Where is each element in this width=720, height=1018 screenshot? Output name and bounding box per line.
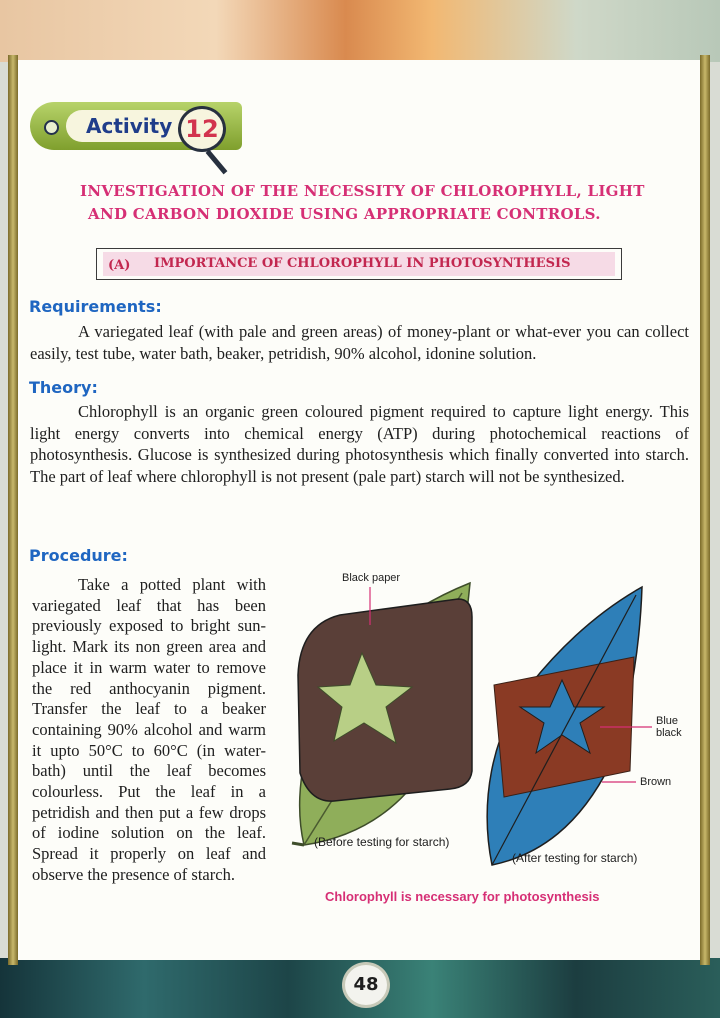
label-blue-black: Blue black (656, 715, 682, 739)
right-bamboo-border (700, 55, 710, 965)
left-bamboo-border (8, 55, 18, 965)
activity-dot-icon (44, 120, 59, 135)
subheading-letter: (A) (108, 258, 131, 273)
subheading-text: IMPORTANCE OF CHLOROPHYLL IN PHOTOSYNTHESIS (154, 256, 571, 271)
figure-caption: Chlorophyll is necessary for photosynthesis (325, 889, 600, 904)
requirements-heading: Requirements: (29, 297, 162, 316)
procedure-heading: Procedure: (29, 546, 128, 565)
theory-paragraph (30, 401, 689, 487)
page-number: 48 (342, 962, 390, 1008)
leaf-stalk-left (292, 843, 304, 845)
label-before-testing: (Before testing for starch) (314, 835, 450, 849)
activity-number: 12 (178, 106, 226, 152)
leaf-illustration (280, 565, 700, 920)
procedure-paragraph (32, 575, 266, 886)
theory-text: Chlorophyll is an organic green coloured pigment required to capture light energy. This light energy converts into chemical energy (ATP) during photochemical reactions of photosynthesis. Glucose is synthesized during photosynthesis which finally converted into starch. The part of leaf where chlorophyll is not present (pale part) starch will not be synthesized. (30, 402, 689, 486)
requirements-paragraph (30, 321, 689, 364)
title-line-2: AND CARBON DIOXIDE USING APPROPRIATE CONTROLS. (88, 205, 601, 223)
theory-heading: Theory: (29, 378, 98, 397)
activity-label: Activity (66, 110, 196, 142)
procedure-text: Take a potted plant with variegated leaf that has been previously exposed to bright sun-light. Mark its non green area and place it in warm water to remove the red anthocyanin pigment. Transfer the leaf to a beaker containing 90% alcohol and warm it upto 50°C to 60°C (in water-bath) until the leaf becomes colourless. Put the leaf in a petridish and then put a few drops of iodine solution on the leaf. Spread it properly on leaf and observe the presence of starch. (32, 575, 266, 884)
label-black-paper: Black paper (342, 572, 401, 584)
top-decorative-band (0, 0, 720, 62)
requirements-text: A variegated leaf (with pale and green areas) of money-plant or what-ever you can collect easily, test tube, water bath, beaker, petridish, 90% alcohol, idonine solution. (30, 322, 689, 363)
leaf-figure (280, 565, 700, 920)
page-title (80, 180, 680, 226)
title-line-1: INVESTIGATION OF THE NECESSITY OF CHLOROPHYLL, LIGHT (80, 182, 645, 200)
label-brown: Brown (640, 776, 672, 788)
label-after-testing: (After testing for starch) (512, 851, 638, 865)
